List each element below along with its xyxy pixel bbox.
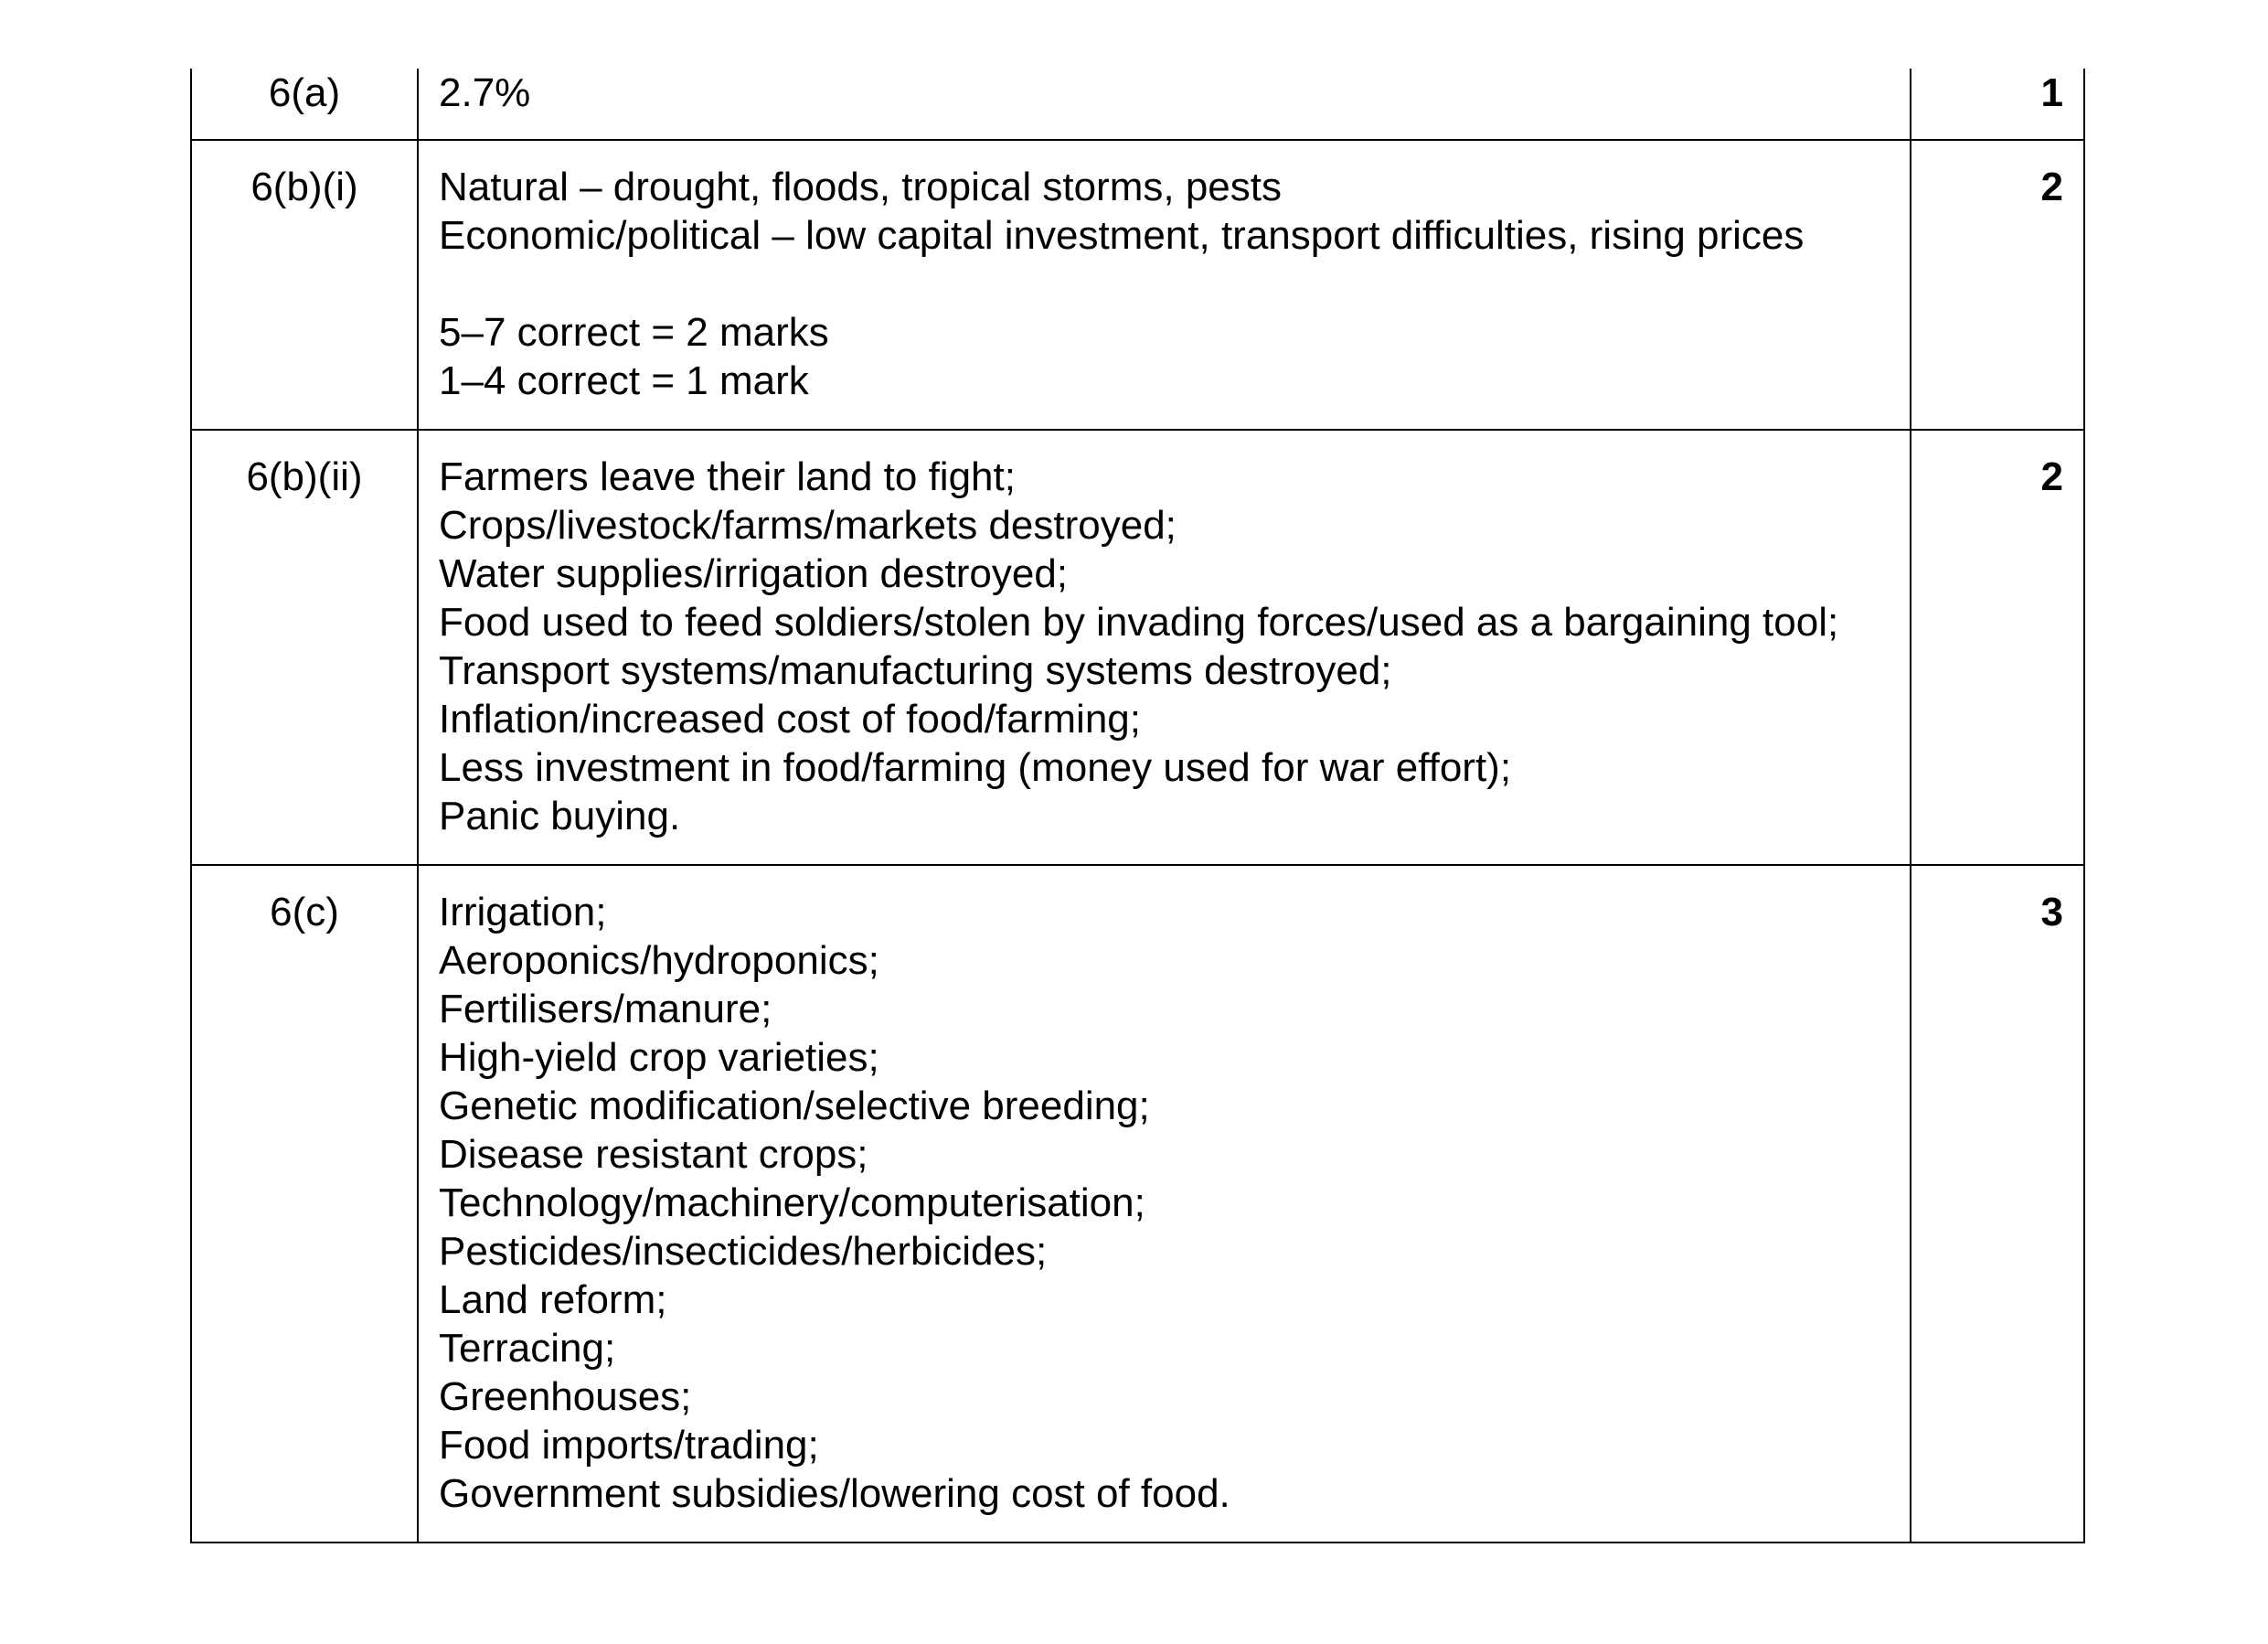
answer-line: Genetic modification/selective breeding;	[439, 1084, 1150, 1128]
table-row	[191, 69, 2084, 140]
answer-cell	[418, 865, 1911, 1543]
table-row	[191, 430, 2084, 865]
answer-line: Panic buying.	[439, 794, 681, 838]
marks-value: 2	[1911, 140, 2084, 430]
answer-line: 2.7%	[439, 70, 531, 115]
marks-value: 3	[1911, 865, 2084, 1543]
answer-line: Greenhouses;	[439, 1374, 692, 1419]
answer-line: High-yield crop varieties;	[439, 1035, 879, 1080]
answer-line: Crops/livestock/farms/markets destroyed;	[439, 503, 1177, 548]
answer-cell	[418, 140, 1911, 430]
question-number: 6(a)	[191, 69, 418, 140]
answer-line: Terracing;	[439, 1326, 616, 1371]
scoring-line: 1–4 correct = 1 mark	[439, 358, 809, 403]
answer-line: Pesticides/insecticides/herbicides;	[439, 1229, 1048, 1274]
answer-line: Economic/political – low capital investment, transport difficulties, rising prices	[439, 213, 1805, 258]
marks-value: 1	[1911, 69, 2084, 140]
answer-line: Disease resistant crops;	[439, 1132, 868, 1177]
answer-cell	[418, 69, 1911, 140]
answer-cell	[418, 430, 1911, 865]
answer-line: Water supplies/irrigation destroyed;	[439, 551, 1069, 596]
marks-value: 2	[1911, 430, 2084, 865]
mark-scheme-table	[190, 69, 2085, 1543]
question-number: 6(b)(ii)	[191, 430, 418, 865]
scoring-line: 5–7 correct = 2 marks	[439, 310, 829, 355]
answer-line: Technology/machinery/computerisation;	[439, 1180, 1145, 1225]
answer-line: Inflation/increased cost of food/farming;	[439, 697, 1141, 742]
answer-line: Food used to feed soldiers/stolen by invading forces/used as a bargaining tool;	[439, 600, 1839, 645]
answer-line: Land reform;	[439, 1277, 667, 1322]
table-row	[191, 140, 2084, 430]
answer-line: Less investment in food/farming (money used for war effort);	[439, 745, 1512, 790]
answer-line: Aeroponics/hydroponics;	[439, 938, 879, 983]
answer-line: Fertilisers/manure;	[439, 987, 772, 1031]
answer-line: Government subsidies/lowering cost of food.	[439, 1471, 1230, 1516]
answer-line: Food imports/trading;	[439, 1423, 819, 1468]
question-number: 6(b)(i)	[191, 140, 418, 430]
blank-line	[439, 260, 1890, 308]
answer-line: Farmers leave their land to fight;	[439, 454, 1016, 499]
answer-line: Irrigation;	[439, 890, 607, 934]
question-number: 6(c)	[191, 865, 418, 1543]
answer-line: Transport systems/manufacturing systems destroyed;	[439, 648, 1392, 693]
answer-line: Natural – drought, floods, tropical storms, pests	[439, 165, 1282, 209]
table-row	[191, 865, 2084, 1543]
